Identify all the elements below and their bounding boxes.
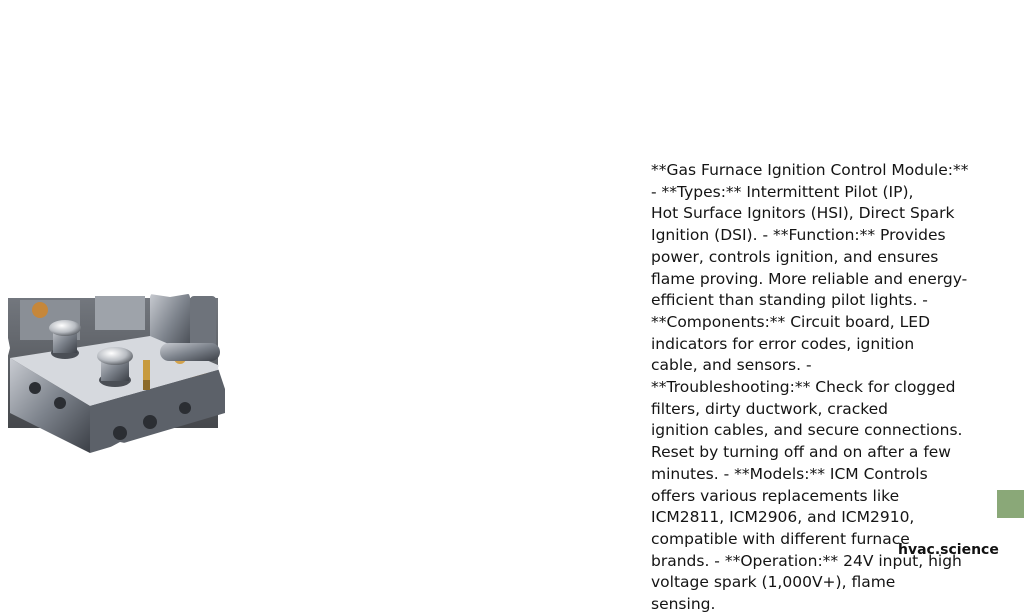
ignition-module-photo xyxy=(0,288,230,460)
corner-badge xyxy=(997,490,1024,518)
article-body-text: **Gas Furnace Ignition Control Module:** - **Types:** Intermittent Pilot (IP), Hot Surface Ignitors (HSI), Direct Spark Ignition (DSI). - **Function:** Provides power, controls ignition, and ensures flame proving. More reliable and energy- efficient than standing pilot lights. - **Components:** Circuit board, LED indicators for error codes, ignition cable, and sensors. - **Troubleshooting:** Check for clogged filters, dirty ductwork, cracked ignition cables, and secure connections. Reset by turning off and on after a few minutes. - **Models:** ICM Controls offers various replacements like ICM2811, ICM2906, and ICM2910, compatible with different furnace brands. - **Operation:** 24V input, high voltage spark (1,000V+), flame sensing. xyxy=(651,161,969,614)
ignition-module-illustration xyxy=(0,288,230,460)
site-watermark: hvac.science xyxy=(898,542,999,558)
